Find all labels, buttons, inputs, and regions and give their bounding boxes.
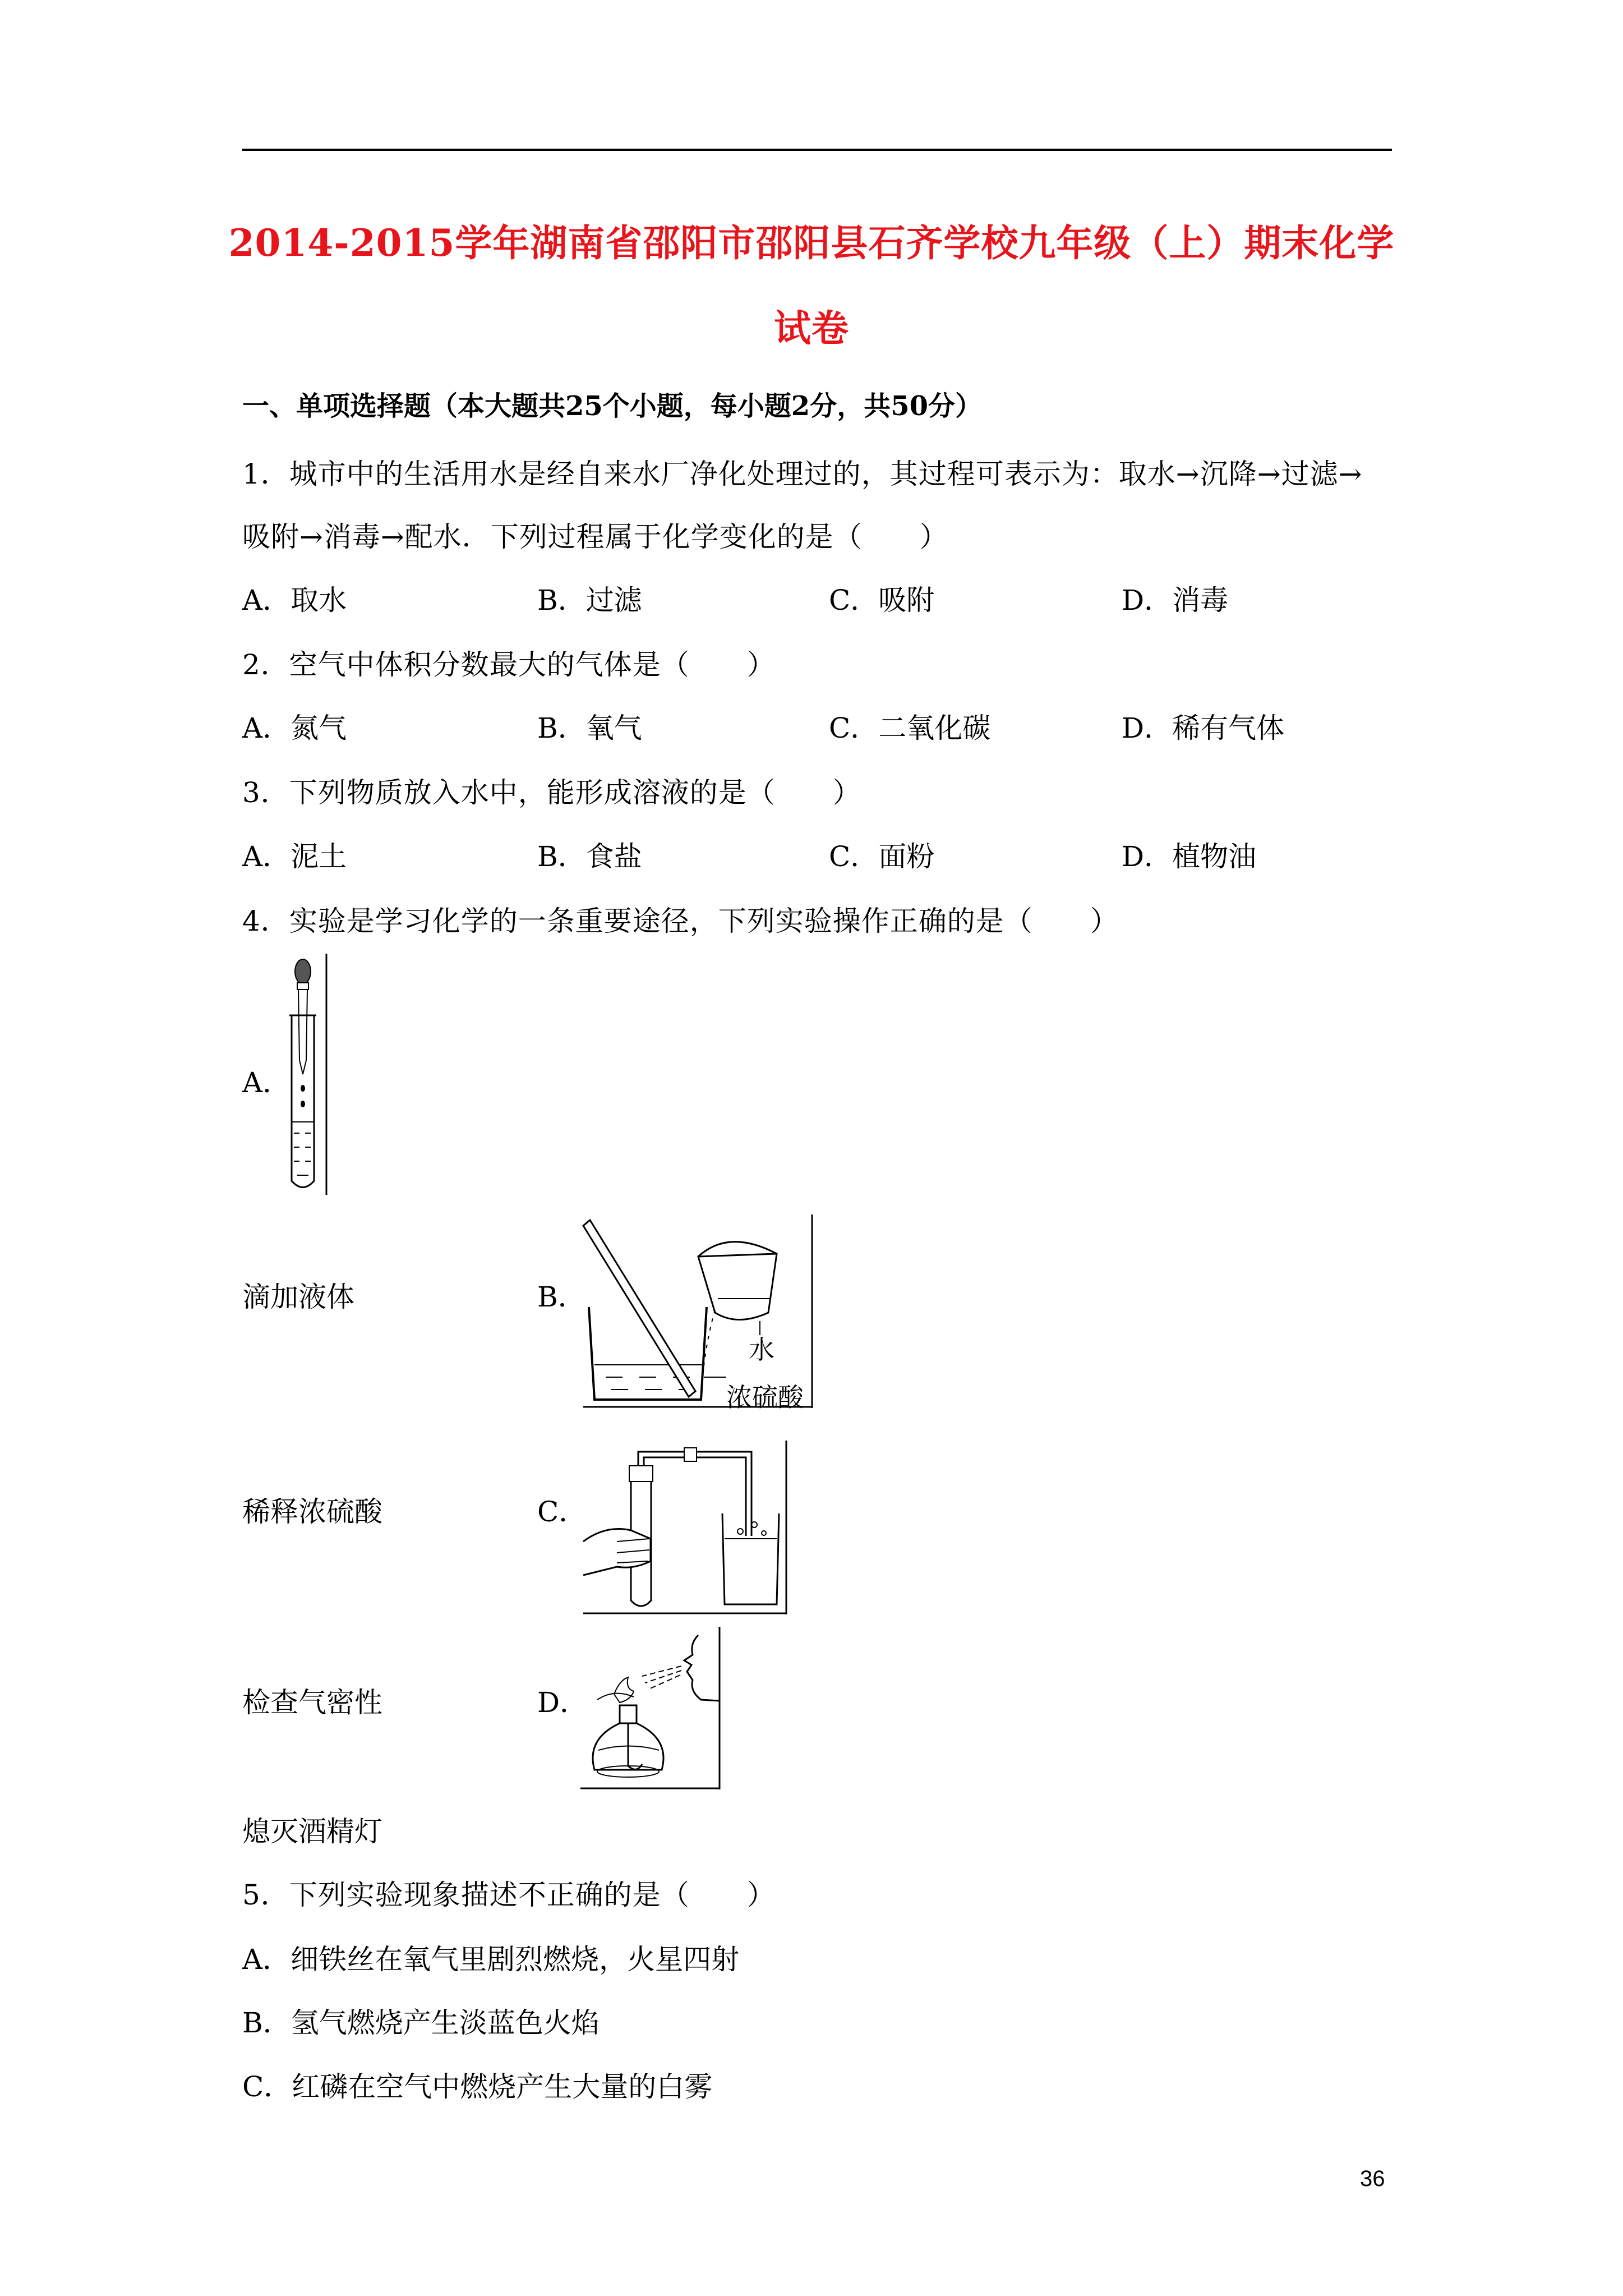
figure-b-water-label: 水 — [749, 1335, 774, 1365]
question-2-option-b: B．氧气 — [537, 712, 642, 744]
question-4-caption-c: 检查气密性 — [242, 1686, 382, 1719]
question-1-option-a: A．取水 — [242, 584, 347, 616]
question-1-stem-line2: 吸附→消毒→配水．下列过程属于化学变化的是（ ） — [242, 521, 948, 553]
question-3-option-a: A．泥土 — [242, 840, 347, 873]
question-4-option-b: B． — [537, 1281, 586, 1313]
question-1-option-c: C．吸附 — [829, 584, 935, 616]
alcohol-lamp-figure — [580, 1627, 721, 1789]
question-4-option-a: A． — [242, 1066, 291, 1099]
question-5-stem: 5．下列实验现象描述不正确的是（ ） — [242, 1879, 776, 1911]
question-1-stem-line1: 1．城市中的生活用水是经自来水厂净化处理过的，其过程可表示为：取水→沉降→过滤→ — [242, 458, 1363, 490]
question-4-option-c: C． — [537, 1496, 587, 1528]
question-4-stem: 4．实验是学习化学的一条重要途径，下列实验操作正确的是（ ） — [242, 905, 1119, 937]
dropper-test-tube-figure — [275, 954, 331, 1195]
exam-title-line2: 试卷 — [774, 306, 849, 350]
question-1-option-d: D．消毒 — [1122, 584, 1229, 616]
page-number: 36 — [1360, 2166, 1385, 2191]
section-heading: 一、单项选择题（本大题共25个小题，每小题2分，共50分） — [242, 390, 982, 422]
question-4-caption-b: 稀释浓硫酸 — [242, 1496, 382, 1528]
question-3-option-c: C．面粉 — [829, 840, 935, 873]
question-3-option-b: B．食盐 — [537, 840, 642, 873]
exam-title-line1: 2014-2015学年湖南省邵阳市邵阳县石齐学校九年级（上）期末化学 — [228, 221, 1395, 265]
airtightness-check-figure — [583, 1441, 788, 1614]
question-4-caption-a: 滴加液体 — [242, 1281, 354, 1313]
question-4-option-d: D． — [537, 1686, 588, 1719]
question-3-option-d: D．植物油 — [1122, 840, 1257, 873]
question-3-stem: 3．下列物质放入水中，能形成溶液的是（ ） — [242, 776, 861, 809]
question-5-option-b: B．氢气燃烧产生淡蓝色火焰 — [242, 2007, 600, 2039]
question-2-option-c: C．二氧化碳 — [829, 712, 991, 744]
question-5-option-c: C．红磷在空气中燃烧产生大量的白雾 — [242, 2070, 713, 2103]
question-5-option-a: A．细铁丝在氧气里剧烈燃烧，火星四射 — [242, 1943, 740, 1976]
question-4-caption-d: 熄灭酒精灯 — [242, 1815, 382, 1848]
figure-b-acid-label: 浓硫酸 — [726, 1382, 804, 1412]
question-2-stem: 2．空气中体积分数最大的气体是（ ） — [242, 648, 776, 681]
question-1-option-b: B．过滤 — [537, 584, 642, 616]
question-2-option-d: D．稀有气体 — [1122, 712, 1285, 744]
header-rule — [242, 149, 1392, 151]
question-2-option-a: A．氮气 — [242, 712, 347, 744]
